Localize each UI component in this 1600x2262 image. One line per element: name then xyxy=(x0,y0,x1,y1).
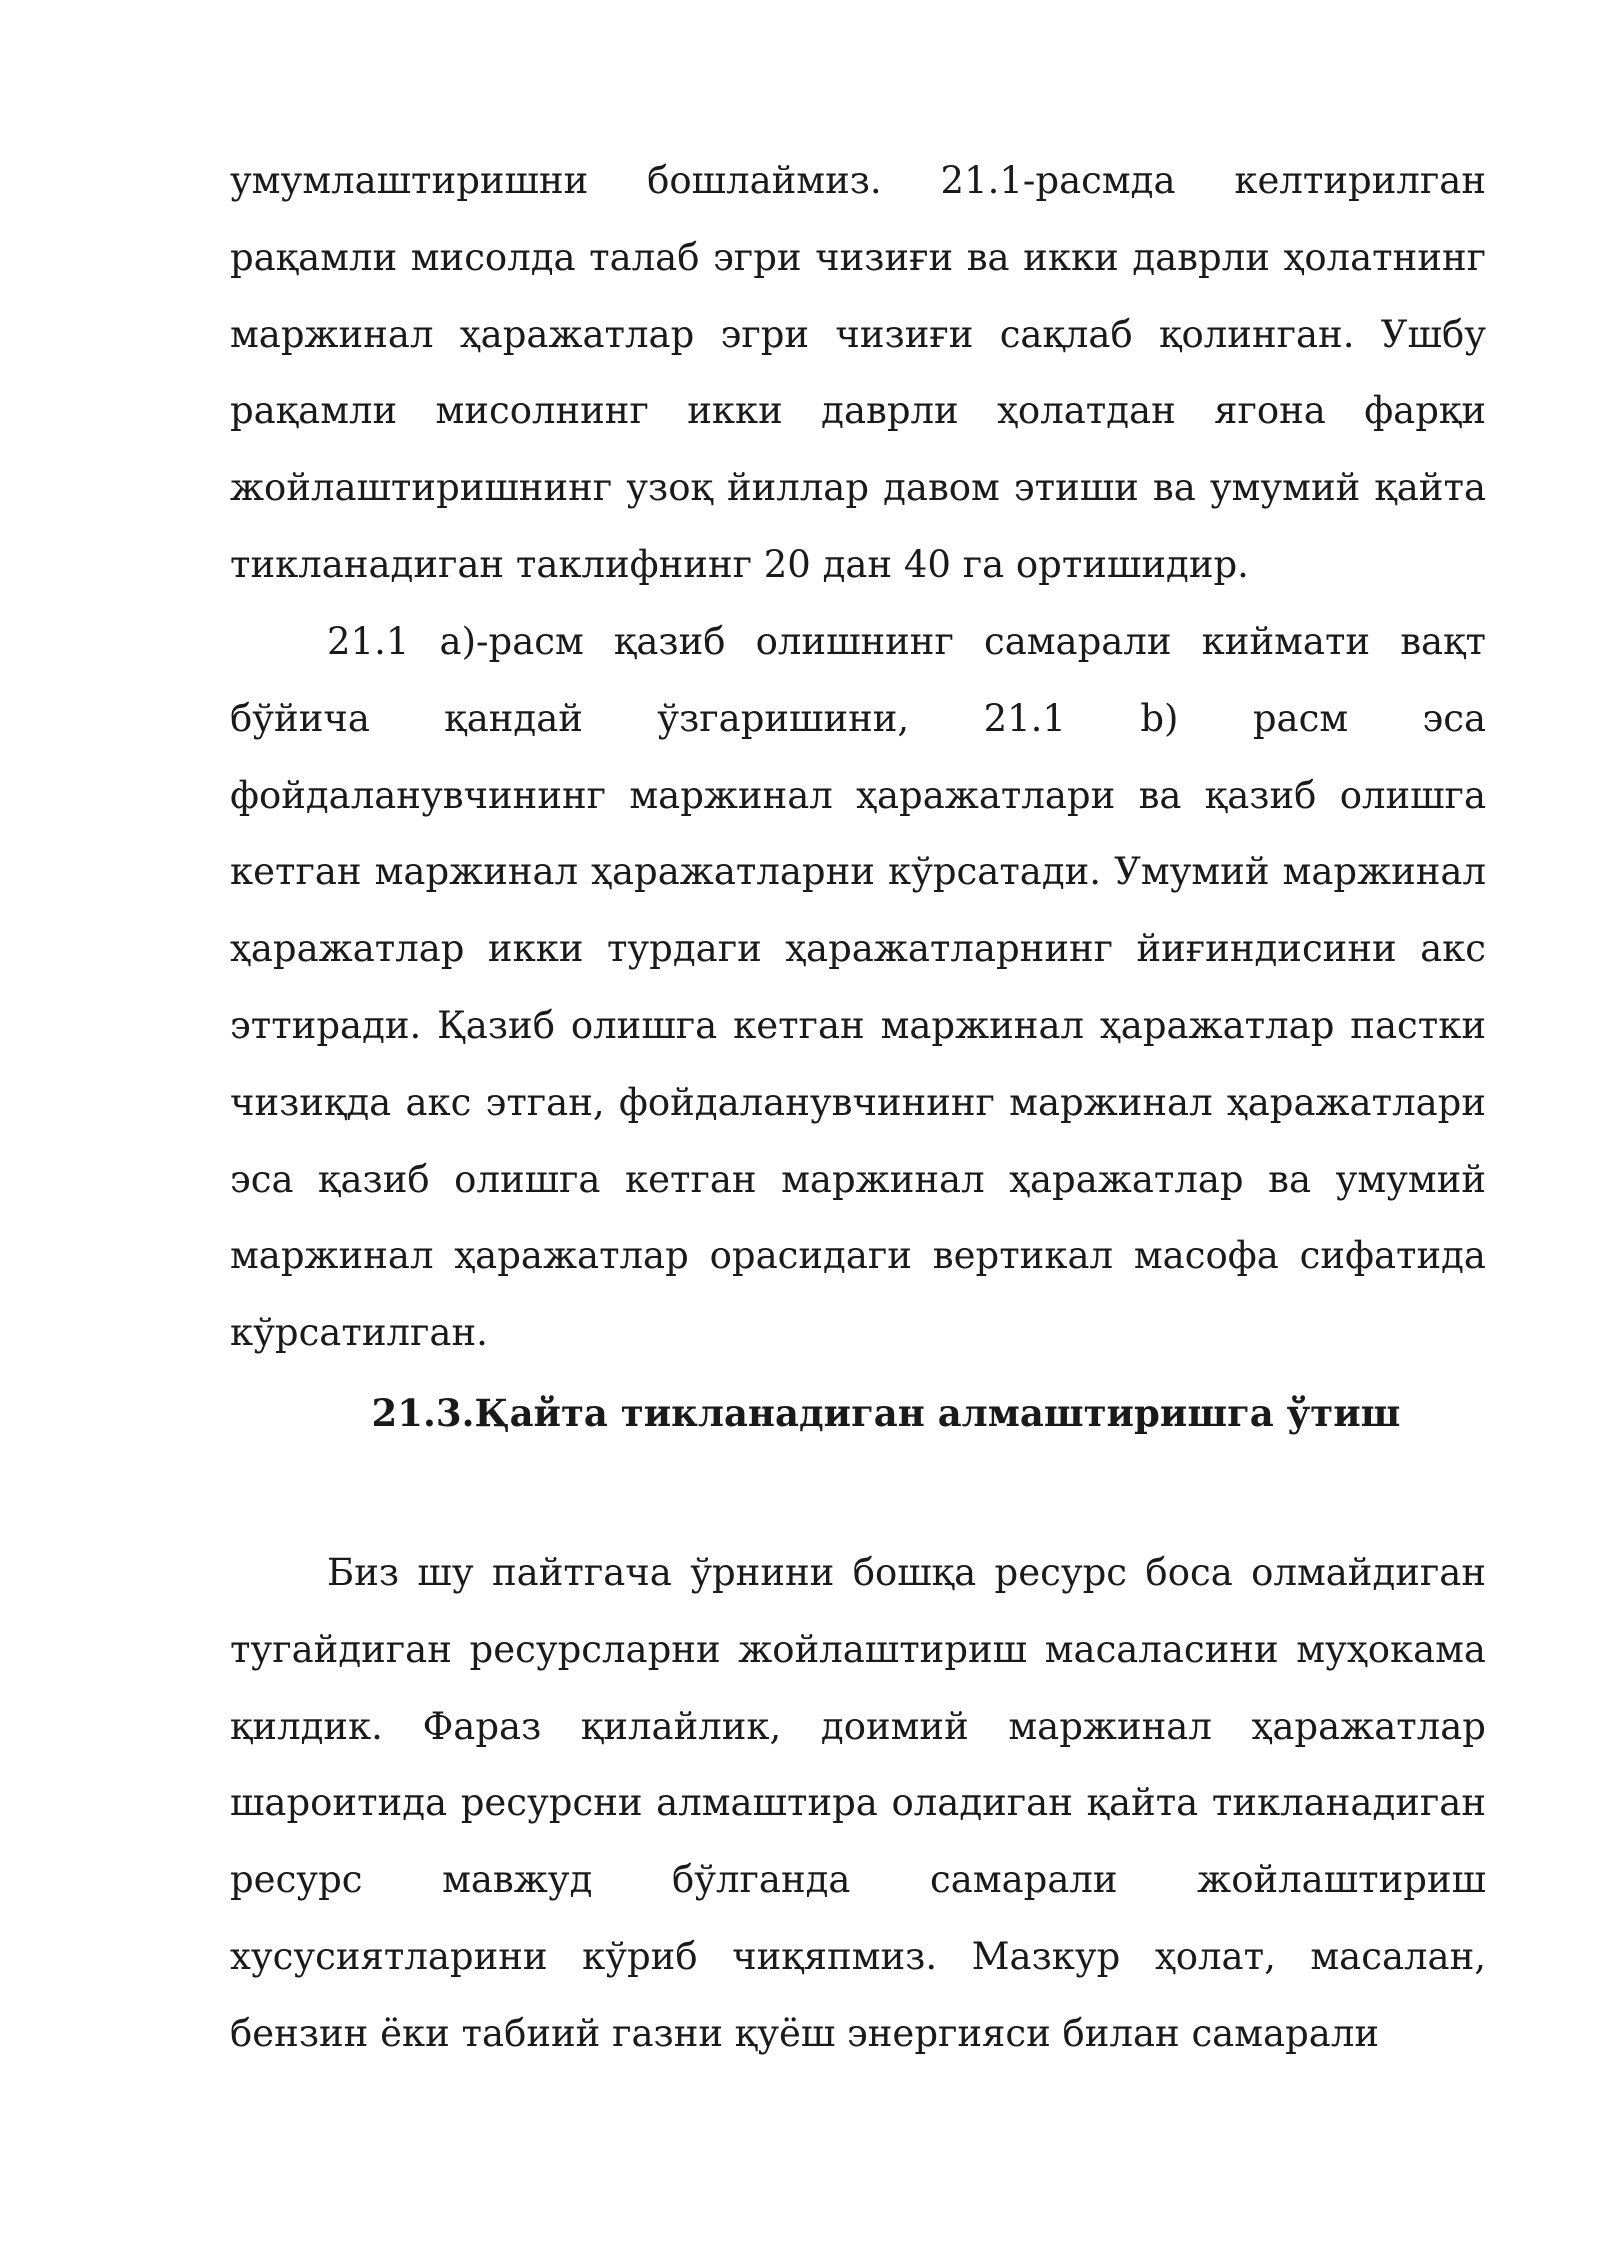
paragraph-text: Биз шу пайтгача ўрнини бошқа ресурс боса олмайдиган тугайдиган ресурсларни жойлаштириш масаласини муҳокама қилдик. Фараз қилайлик, доимий маржинал ҳаражатлар шароитида ресурсни алмаштира оладиган қайта тикланадиган ресурс мавжуд бўлганда самарали жойлаштириш хусусиятларини кўриб чиқяпмиз. Мазкур ҳолат, масалан, бензин ёки табиий газни қуёш энергияси билан самарали xyxy=(230,1551,1486,2055)
paragraph-text: умумлаштиришни бошлаймиз. 21.1-расмда келтирилган рақамли мисолда талаб эгри чизиғи ва икки даврли ҳолатнинг маржинал ҳаражатлар эгри чизиғи сақлаб қолинган. Ушбу рақамли мисолнинг икки даврли ҳолатдан ягона фарқи жойлаштиришнинг узоқ йиллар давом этиши ва умумий қайта тикланадиган таклифнинг 20 дан 40 га ортишидир. xyxy=(230,159,1486,586)
paragraph-section-intro xyxy=(230,1535,1486,2073)
paragraph-figure-description xyxy=(230,604,1486,1372)
paragraph-continued xyxy=(230,143,1486,604)
paragraph-text: 21.1 а)-расм қазиб олишнинг самарали киймати вақт бўйича қандай ўзгаришини, 21.1 b) расм эса фойдаланувчининг маржинал ҳаражатлари ва қазиб олишга кетган маржинал ҳаражатларни кўрсатади. Умумий маржинал ҳаражатлар икки турдаги ҳаражатларнинг йиғиндисини акс эттиради. Қазиб олишга кетган маржинал ҳаражатлар пастки чизиқда акс этган, фойдаланувчининг маржинал ҳаражатлари эса қазиб олишга кетган маржинал ҳаражатлар ва умумий маржинал ҳаражатлар орасидаги вертикал масофа сифатида кўрсатилган. xyxy=(230,620,1486,1355)
section-heading: 21.3.Қайта тикланадиган алмаштиришга ўтиш xyxy=(371,1391,1401,1435)
